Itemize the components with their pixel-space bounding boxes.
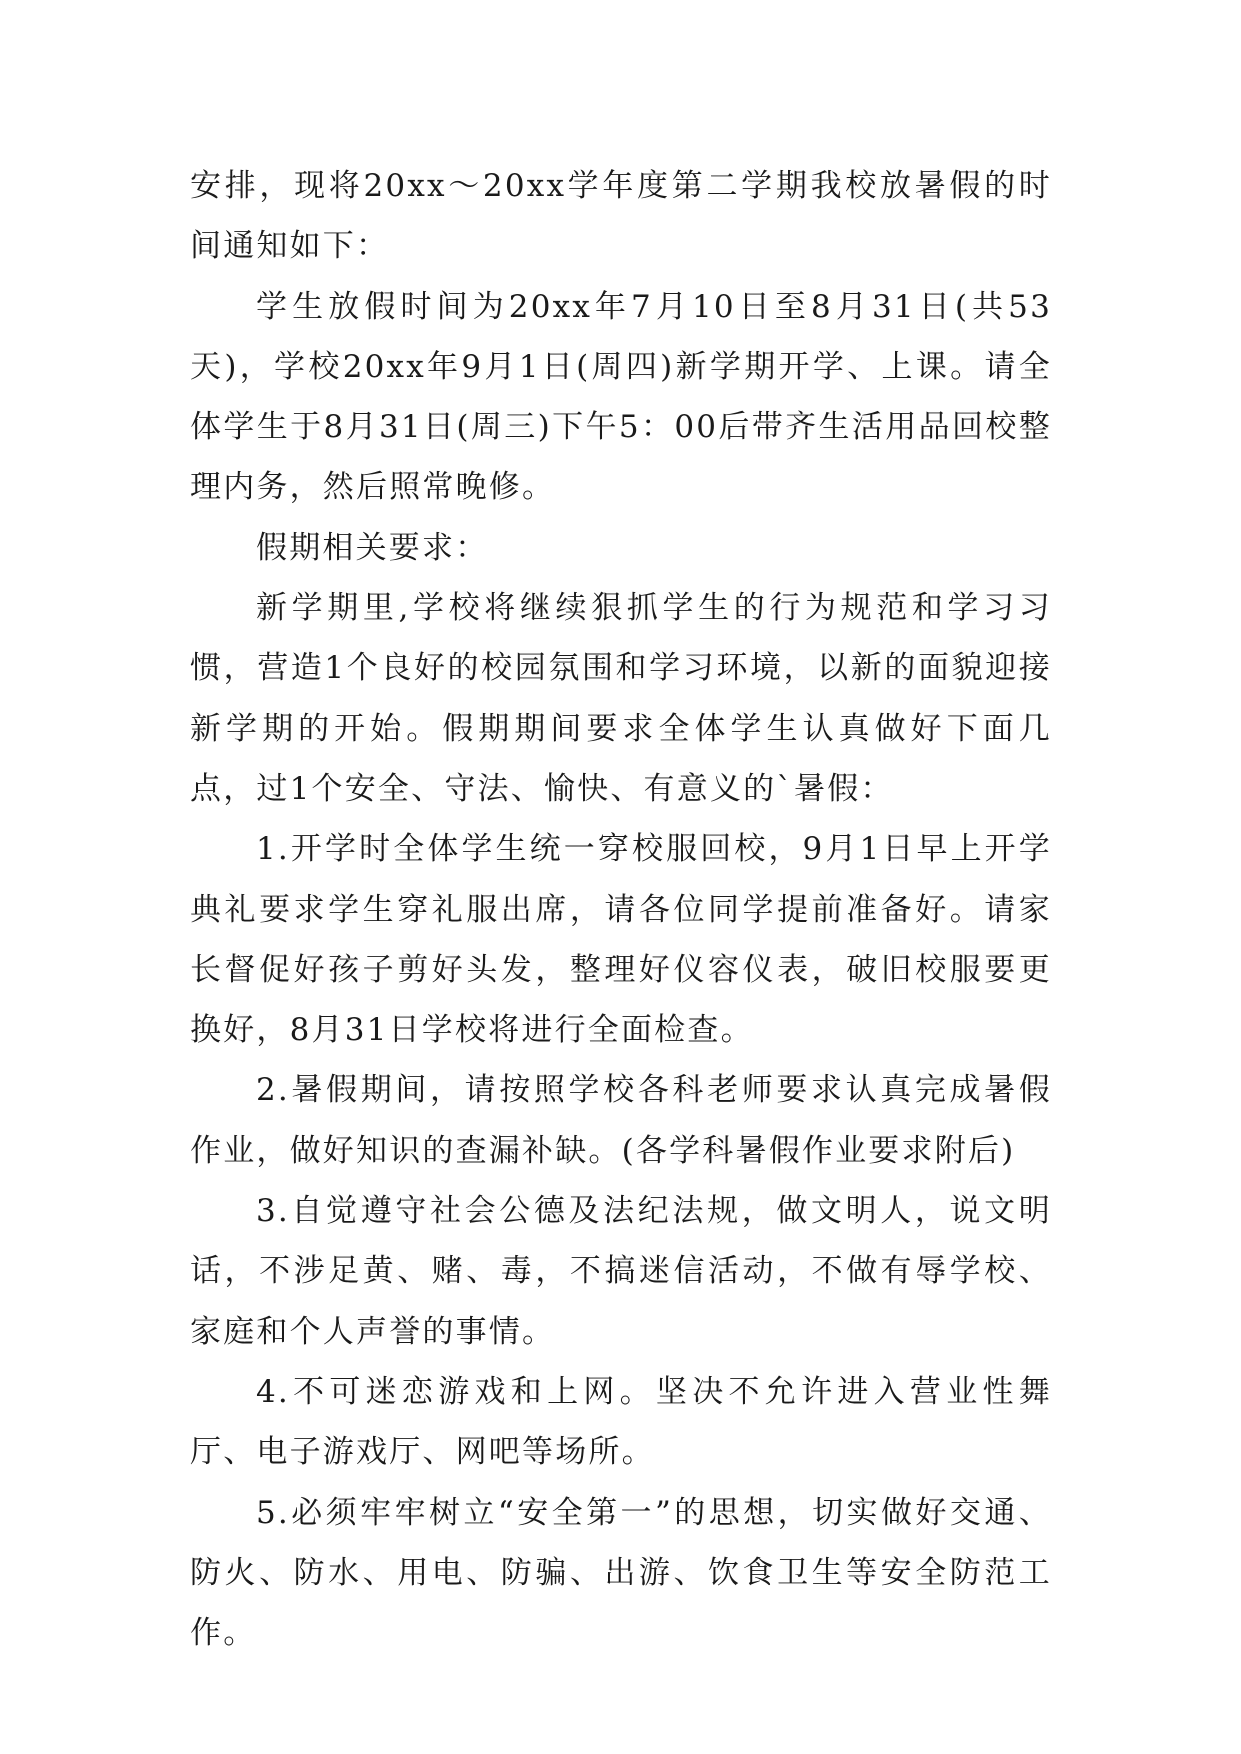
paragraph-item-5: 5.必须牢牢树立“安全第一”的思想，切实做好交通、防火、防水、用电、防骗、出游、饮食卫生等安全防范工作。 bbox=[190, 1494, 1052, 1652]
paragraph-holiday-dates: 学生放假时间为20xx年7月10日至8月31日(共53天)，学校20xx年9月1日(周四)新学期开学、上课。请全体学生于8月31日(周三)下午5：00后带齐生活用品回校整理内务，然后照常晚修。 bbox=[190, 288, 1052, 506]
paragraph-item-3: 3.自觉遵守社会公德及法纪法规，做文明人，说文明话，不涉足黄、赌、毒，不搞迷信活动，不做有辱学校、家庭和个人声誉的事情。 bbox=[190, 1193, 1052, 1350]
paragraph-intro-continuation: 安排，现将20xx～20xx学年度第二学期我校放暑假的时间通知如下： bbox=[190, 168, 1052, 265]
paragraph-item-2: 2.暑假期间，请按照学校各科老师要求认真完成暑假作业，做好知识的查漏补缺。(各学科暑假作业要求附后) bbox=[190, 1072, 1052, 1169]
paragraph-new-semester: 新学期里,学校将继续狠抓学生的行为规范和学习习惯，营造1个良好的校园氛围和学习环境，以新的面貌迎接新学期的开始。假期期间要求全体学生认真做好下面几点，过1个安全、守法、愉快、有意义的`暑假： bbox=[190, 590, 1052, 807]
paragraph-item-1: 1.开学时全体学生统一穿校服回校，9月1日早上开学典礼要求学生穿礼服出席，请各位同学提前准备好。请家长督促好孩子剪好头发，整理好仪容仪表，破旧校服要更换好，8月31日学校将进行全面检查。 bbox=[190, 831, 1052, 1049]
document-body bbox=[190, 156, 1052, 1663]
paragraph-item-4: 4.不可迷恋游戏和上网。坚决不允许进入营业性舞厅、电子游戏厅、网吧等场所。 bbox=[190, 1373, 1052, 1471]
paragraph-requirements-heading: 假期相关要求： bbox=[256, 529, 489, 566]
